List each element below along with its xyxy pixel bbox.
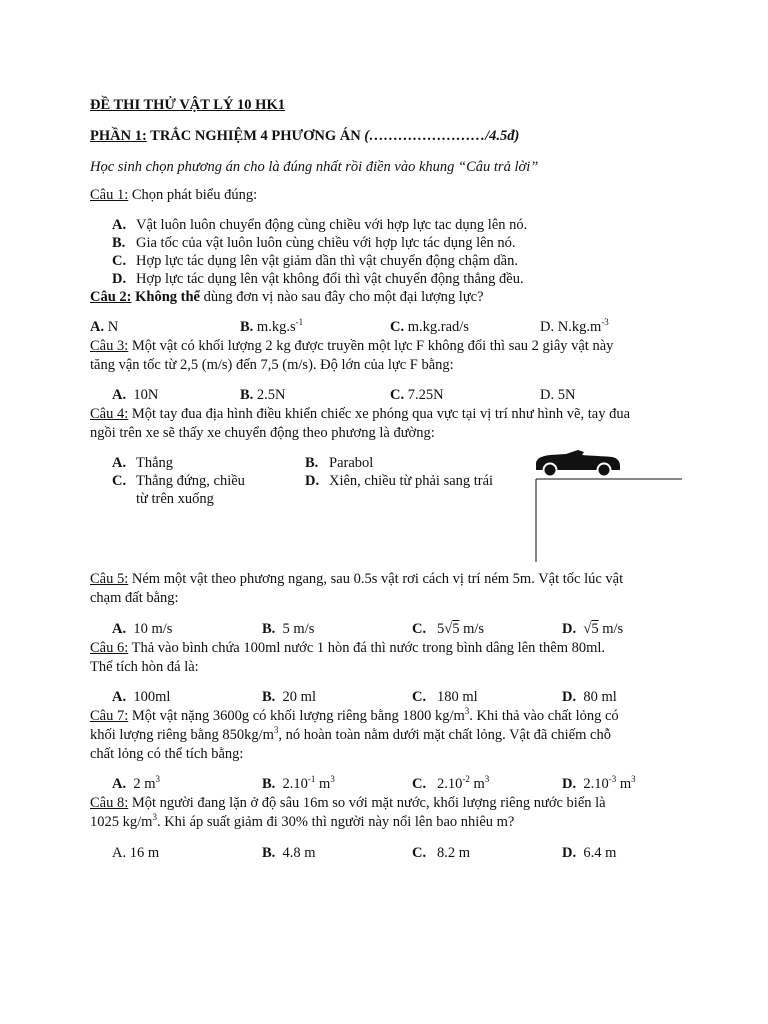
q1-option-c-text: Hợp lực tác dụng lên vật giảm dần thì vật chuyển động chậm dần. xyxy=(136,253,518,269)
q6-option-a: A. 100ml xyxy=(112,689,171,705)
q8-label: Câu 8: xyxy=(90,795,129,811)
q3-option-c: C. 7.25N xyxy=(390,387,444,403)
q4-option-d-text: Xiên, chiều từ phải sang trái xyxy=(329,473,494,489)
q7-line3: chất lỏng có thể tích bằng: xyxy=(90,746,244,762)
q3-line2: tăng vận tốc từ 2,5 (m/s) đến 7,5 (m/s). Độ lớn của lực F bằng: xyxy=(90,357,454,373)
q1-option-d: D. xyxy=(112,271,127,287)
q7-option-a: A. 2 $m^3$ xyxy=(112,774,161,792)
q8-line1: Một người đang lặn ở độ sâu 16m so với mặt nước, khối lượng riêng nước biển là xyxy=(128,795,606,811)
q2-text: dùng đơn vị nào sau đây cho một đại lượng lực? xyxy=(200,289,484,305)
q3-label: Câu 3: xyxy=(90,338,129,354)
q1-option-a: A. xyxy=(112,217,127,233)
q4-option-b: B. xyxy=(305,455,319,471)
q5-line2: chạm đất bằng: xyxy=(90,590,179,606)
q4-label: Câu 4: xyxy=(90,406,129,422)
q1-label: Câu 1: xyxy=(90,187,129,203)
part1-label: PHẦN 1: xyxy=(90,128,147,144)
q8-option-d: D. 6.4 m xyxy=(562,845,617,861)
question-4 xyxy=(90,405,630,423)
q3-option-a: A. 10N xyxy=(112,387,159,403)
question-3 xyxy=(90,337,613,355)
question-1 xyxy=(90,186,257,204)
exam-title: ĐỀ THI THỬ VẬT LÝ 10 HK1 xyxy=(90,97,285,113)
q2-option-a: A. N xyxy=(90,319,119,335)
question-8 xyxy=(90,794,606,812)
q2-emphasis: Không thể xyxy=(131,289,200,305)
q8-option-b: B. 4.8 m xyxy=(262,845,316,861)
q6-option-c: C. 180 ml xyxy=(412,689,478,705)
car-front-wheel xyxy=(598,464,611,477)
q1-option-a-text: Vật luôn luôn chuyển động cùng chiều với hợp lực tac dụng lên nó. xyxy=(136,217,528,233)
q3-option-d: D. 5N xyxy=(540,387,576,403)
part1-score: (……………………/4.5đ) xyxy=(364,128,520,144)
q3-line1: Một vật có khối lượng 2 kg được truyền một lực F không đổi thì sau 2 giây vật này xyxy=(128,338,614,354)
q1-option-b-text: Gia tốc của vật luôn luôn cùng chiều với hợp lực tác dụng lên nó. xyxy=(136,235,516,251)
q5-label: Câu 5: xyxy=(90,571,129,587)
q4-line2: ngồi trên xe sẽ thấy xe chuyển động theo phương là đường: xyxy=(90,425,435,441)
q2-option-c: C. m.kg.rad/s xyxy=(390,319,469,335)
q4-option-d: D. xyxy=(305,473,320,489)
question-2 xyxy=(90,288,484,306)
q4-option-b-text: Parabol xyxy=(329,455,374,471)
q5-line1: Ném một vật theo phương ngang, sau 0.5s vật rơi cách vị trí ném 5m. Vật tốc lúc vật xyxy=(128,571,624,587)
q7-option-d: D. $2.10^{-3}$ $m^3$ xyxy=(562,774,636,792)
q1-option-d-text: Hợp lực tác dụng lên vật không đổi thì vật chuyển động thẳng đều. xyxy=(136,271,524,287)
q3-option-b: B. 2.5N xyxy=(240,387,286,403)
q6-option-d: D. 80 ml xyxy=(562,689,617,705)
q1-option-c: C. xyxy=(112,253,127,269)
q7-option-c: C. $2.10^{-2}$ $m^3$ xyxy=(412,774,490,792)
q4-option-c: C. xyxy=(112,473,127,489)
part1-title: TRẮC NGHIỆM 4 PHƯƠNG ÁN xyxy=(146,128,365,144)
q4-option-a-text: Thẳng xyxy=(136,455,174,471)
q7-line2: khối lượng riêng bằng $850kg/m^3$, nó hoàn toàn nằm dưới mặt chất lỏng. Vật đã chiếm chỗ xyxy=(90,725,611,743)
q6-label: Câu 6: xyxy=(90,640,129,656)
car-rear-wheel xyxy=(544,464,557,477)
question-6 xyxy=(90,639,605,657)
q1-option-b: B. xyxy=(112,235,126,251)
q6-line2: Thể tích hòn đá là: xyxy=(90,659,199,675)
q1-text: Chọn phát biểu đúng: xyxy=(128,187,258,203)
q8-option-a: A. 16 m xyxy=(112,845,160,861)
question-7: Câu 7: Một vật nặng 3600g có khối lượng riêng bằng 1800 $kg/m^3$. Khi thả vào chất lỏng có xyxy=(90,706,619,724)
q6-option-b: B. 20 ml xyxy=(262,689,316,705)
q4-option-c-text: Thẳng đứng, chiều xyxy=(136,473,245,489)
q4-option-a: A. xyxy=(112,455,127,471)
q4-option-c-text-2: từ trên xuống xyxy=(136,491,214,507)
q5-option-a: A. 10 m/s xyxy=(112,621,173,637)
q5-option-c: C. 5√5 m/s xyxy=(412,621,485,637)
part1-heading xyxy=(90,127,519,145)
q7-label: Câu 7: xyxy=(90,708,129,724)
instruction-text: Học sinh chọn phương án cho là đúng nhất rồi điền vào khung “Câu trả lời” xyxy=(90,159,539,175)
q4-line1: Một tay đua địa hình điều khiển chiếc xe phóng qua vực tại vị trí như hình vẽ, tay đua xyxy=(128,406,631,422)
q8-line2: 1025 $kg/m^3$. Khi áp suất giảm đi 30% thì người này nổi lên bao nhiêu m? xyxy=(90,812,515,830)
q2-option-d: D. $N.kg.m^{-3}$ xyxy=(540,317,609,335)
q2-label: Câu 2: xyxy=(90,289,132,305)
question-5 xyxy=(90,570,623,588)
q6-line1: Thả vào bình chứa 100ml nước 1 hòn đá thì nước trong bình dâng lên thêm 80ml. xyxy=(128,640,606,656)
q7-option-b: B. $2.10^{-1}$ $m^3$ xyxy=(262,774,335,792)
q5-option-b: B. 5 m/s xyxy=(262,621,315,637)
q2-option-b: B. $m.kg.s^{-1}$ xyxy=(240,317,304,335)
q5-option-d: D. √5 m/s xyxy=(562,621,624,637)
q8-option-c: C. 8.2 m xyxy=(412,845,471,861)
car-cliff-figure xyxy=(532,446,684,564)
